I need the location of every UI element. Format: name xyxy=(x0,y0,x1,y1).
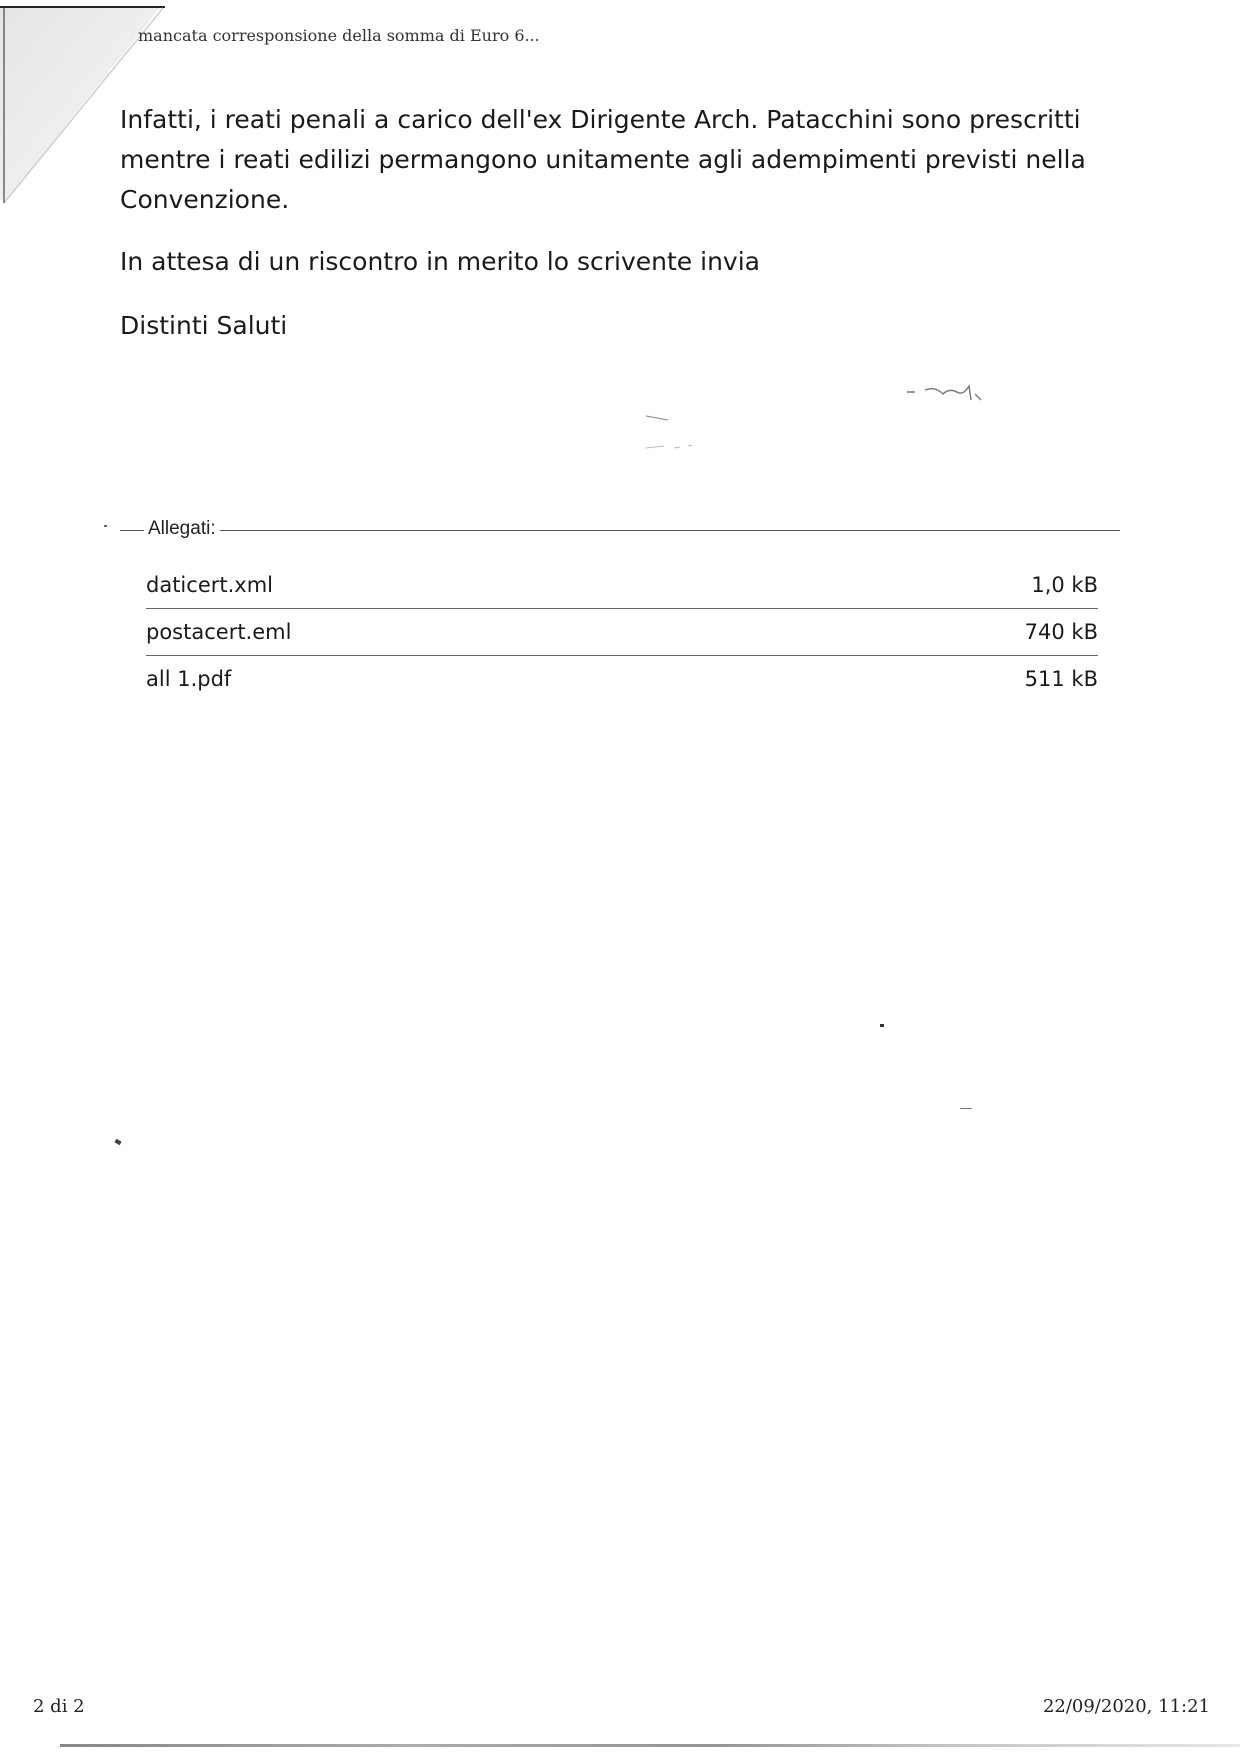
body-paragraph: Infatti, i reati penali a carico dell'ex Dirigente Arch. Patacchini sono prescritti mentre i reati edilizi permangono unitamente agli adempimenti previsti nella Convenzione. xyxy=(120,105,1086,214)
page-number: 2 di 2 xyxy=(33,1696,85,1717)
attachment-size: 511 kB xyxy=(1024,667,1098,691)
print-datetime: 22/09/2020, 11:21 xyxy=(1042,1696,1210,1717)
scan-artifact xyxy=(960,1108,972,1109)
signature-mark xyxy=(905,378,985,408)
attachment-row[interactable] xyxy=(146,562,1098,609)
divider xyxy=(120,530,1120,531)
attachment-name[interactable]: daticert.xml xyxy=(146,573,273,597)
attachment-size: 740 kB xyxy=(1024,620,1098,644)
closing-salutation: Distinti Saluti xyxy=(120,311,288,340)
attachment-size: 1,0 kB xyxy=(1031,573,1098,597)
attachments-header xyxy=(120,518,1120,548)
scan-artifact xyxy=(104,525,107,527)
body-paragraph: In attesa di un riscontro in merito lo scrivente invia xyxy=(120,247,760,276)
attachments-list xyxy=(146,562,1098,702)
letter-body xyxy=(120,100,1120,346)
attachment-row[interactable] xyxy=(146,656,1098,702)
attachment-name[interactable]: postacert.eml xyxy=(146,620,292,644)
email-subject-fragment: mancata corresponsione della somma di Euro 6... xyxy=(138,26,540,45)
attachment-row[interactable] xyxy=(146,609,1098,656)
scan-artifact xyxy=(640,410,720,450)
attachments-label: Allegati: xyxy=(144,518,220,540)
attachment-name[interactable]: all 1.pdf xyxy=(146,667,232,691)
scan-artifact xyxy=(114,1139,121,1145)
scan-edge xyxy=(60,1744,1240,1747)
scan-artifact xyxy=(880,1024,884,1027)
